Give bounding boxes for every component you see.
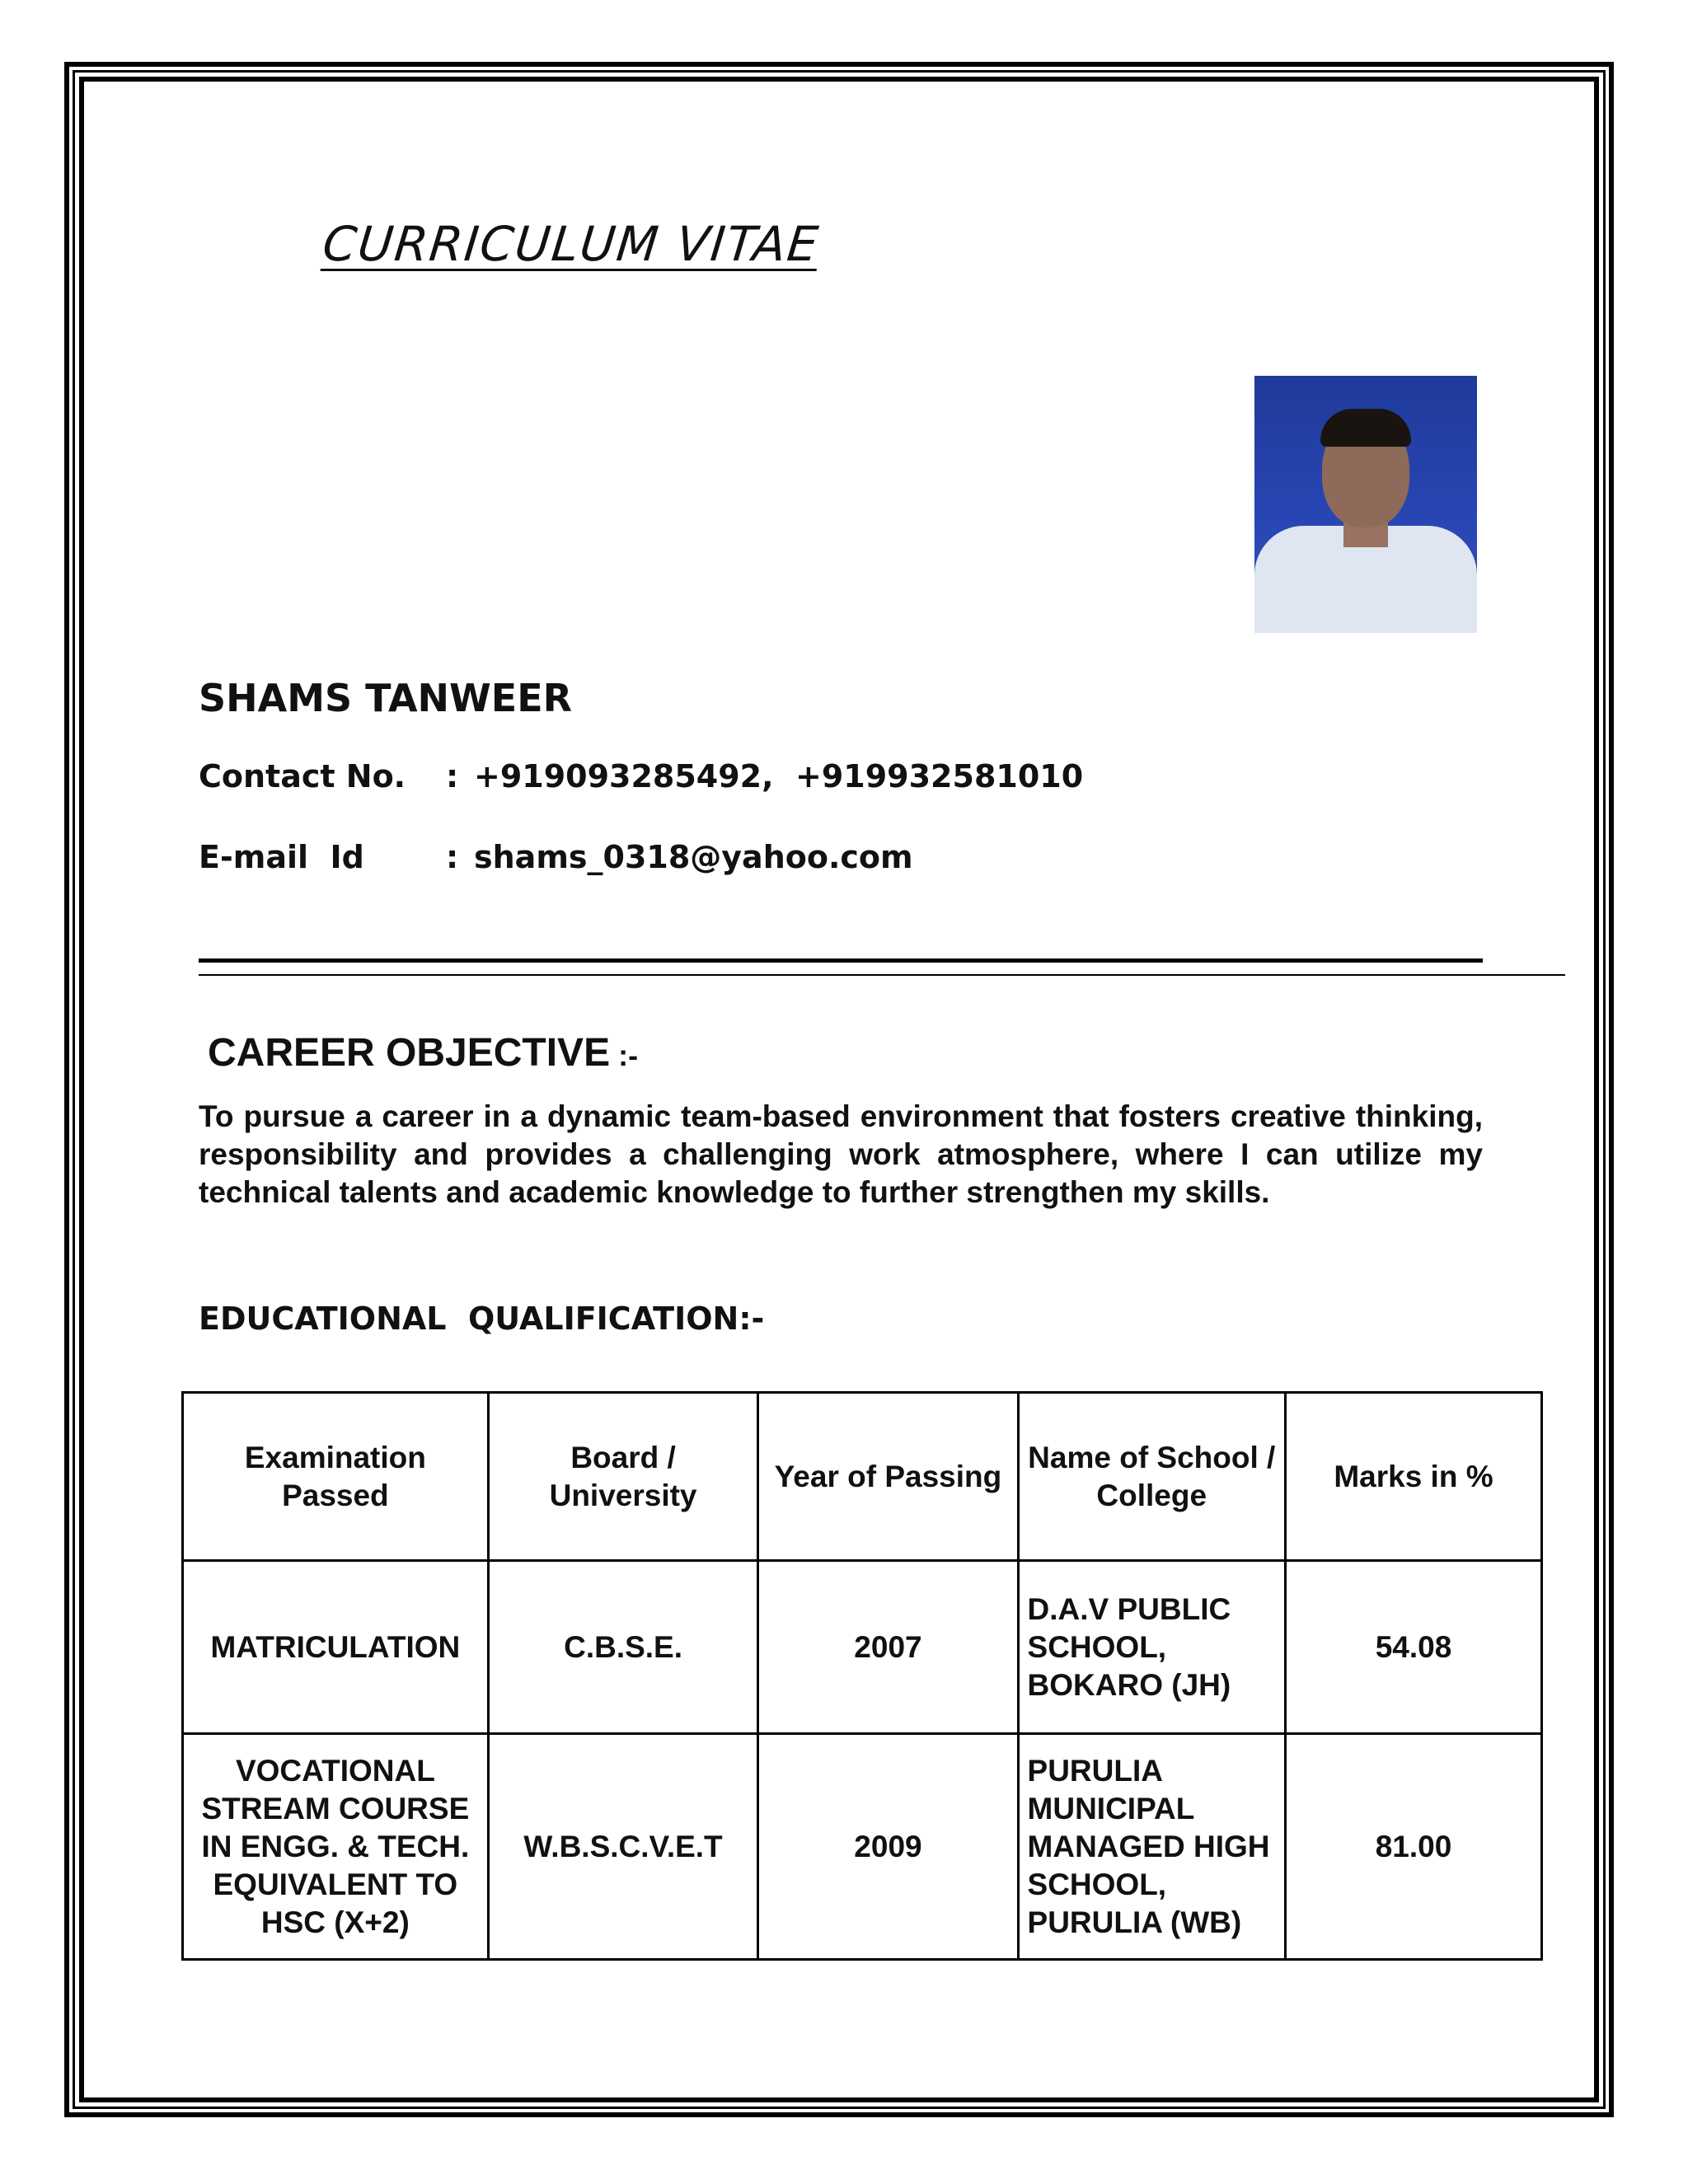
table-cell: PURULIA MUNICIPAL MANAGED HIGH SCHOOL, PURULIA (WB) [1018,1734,1285,1960]
table-row [183,1734,1542,1960]
email-separator: : [446,839,459,875]
table-header-row [183,1393,1542,1561]
table-cell: MATRICULATION [183,1561,489,1734]
contact-label: Contact No. [199,758,406,794]
divider-thin [199,974,1565,976]
table-cell: 2009 [758,1734,1018,1960]
table-cell: 54.08 [1285,1561,1541,1734]
table-row [183,1561,1542,1734]
profile-photo [1254,376,1477,633]
table-cell: VOCATIONAL STREAM COURSE IN ENGG. & TECH. EQUIVALENT TO HSC (X+2) [183,1734,489,1960]
divider-thick [199,958,1483,963]
column-header: Board / University [488,1393,758,1561]
table-cell: D.A.V PUBLIC SCHOOL, BOKARO (JH) [1018,1561,1285,1734]
candidate-name: SHAMS TANWEER [199,676,573,720]
table-cell: 2007 [758,1561,1018,1734]
education-heading: EDUCATIONAL QUALIFICATION:- [199,1301,765,1337]
table-cell: C.B.S.E. [488,1561,758,1734]
email-row [199,839,913,875]
table-cell: W.B.S.C.V.E.T [488,1734,758,1960]
column-header: Examination Passed [183,1393,489,1561]
contact-value: +919093285492, +919932581010 [474,758,1084,794]
contact-separator: : [446,758,459,794]
contact-row [199,758,1083,794]
education-table [181,1391,1543,1961]
column-header: Year of Passing [758,1393,1018,1561]
document-title: CURRICULUM VITAE [320,216,823,272]
career-objective-text: To pursue a career in a dynamic team-based environment that fosters creative thinking, responsibility and provides a challenging work atmosphere, where I can utilize my technical talents and academic knowledge to further strengthen my skills. [199,1099,1483,1209]
email-value: shams_0318@yahoo.com [474,839,913,875]
career-objective-heading: CAREER OBJECTIVE :- [208,1031,639,1075]
column-header: Name of School / College [1018,1393,1285,1561]
email-label: E-mail Id [199,839,364,875]
table-cell: 81.00 [1285,1734,1541,1960]
column-header: Marks in % [1285,1393,1541,1561]
